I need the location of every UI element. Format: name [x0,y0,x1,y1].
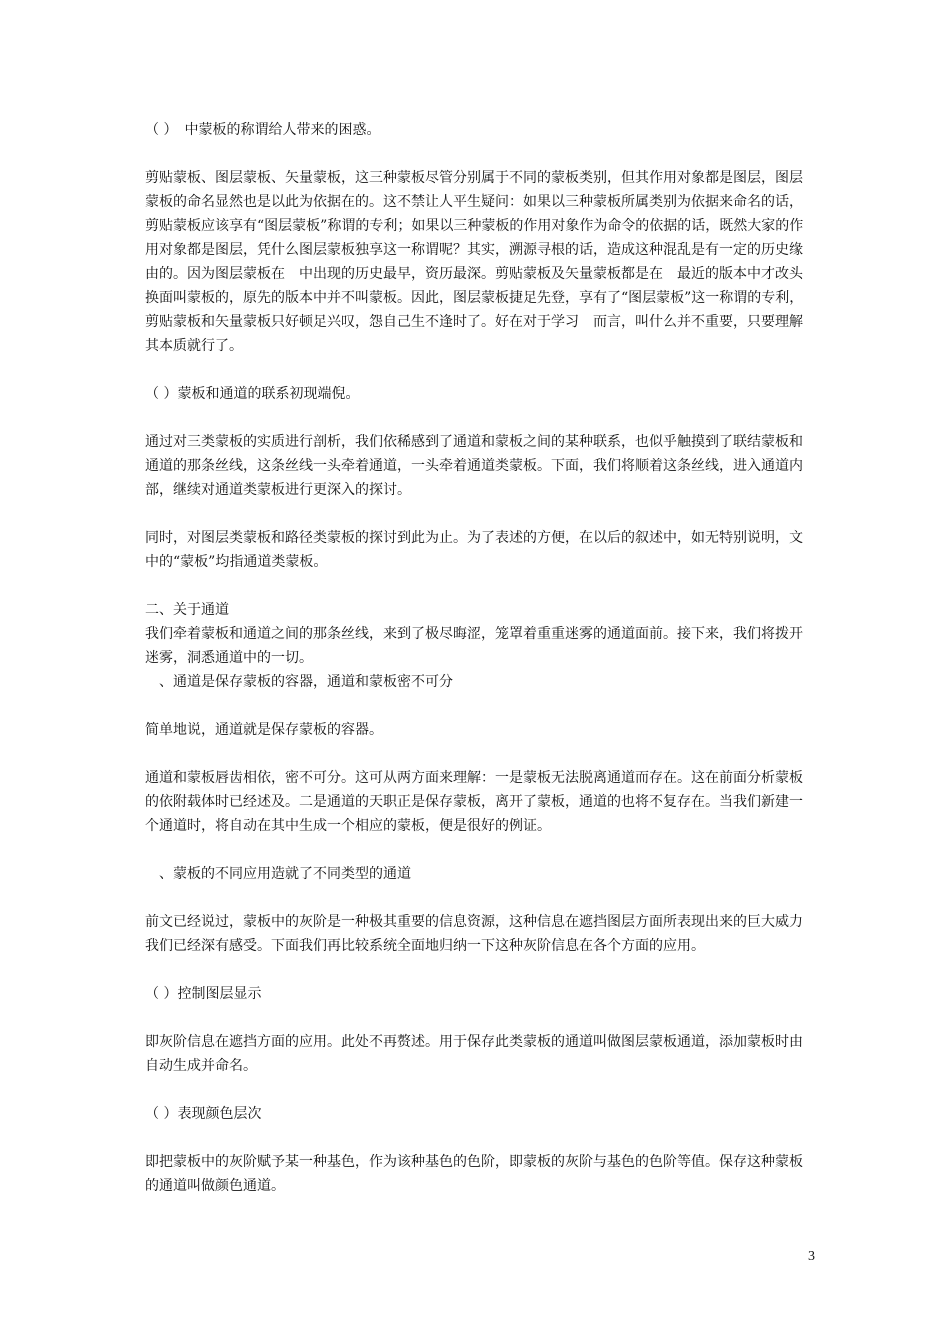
paragraph-spacer [145,142,810,166]
body-paragraph: 通过对三类蒙板的实质进行剖析，我们依稀感到了通道和蒙板之间的某种联系，也似乎触摸到了联结蒙板和通道的那条丝线，这条丝线一头牵着通道，一头牵着通道类蒙板。下面，我们将顺着这条丝线，进入通道内部，继续对通道类蒙板进行更深入的探讨。 [145,434,803,498]
paragraph-spacer [145,1078,810,1102]
paragraph-spacer [145,838,810,862]
section-heading: 、蒙板的不同应用造就了不同类型的通道 [145,866,411,882]
body-paragraph: 我们牵着蒙板和通道之间的那条丝线，来到了极尽晦涩，笼罩着重重迷雾的通道面前。接下来，我们将拨开迷雾，洞悉通道中的一切。 [145,626,803,666]
paragraph-spacer [145,694,810,718]
section-heading: （ ）控制图层显示 [145,986,262,1002]
page-number: 3 [808,1249,815,1264]
body-paragraph: 简单地说，通道就是保存蒙板的容器。 [145,722,383,738]
paragraph-spacer [145,742,810,766]
paragraph-spacer [145,358,810,382]
body-paragraph: 前文已经说过，蒙板中的灰阶是一种极其重要的信息资源，这种信息在遮挡图层方面所表现出来的巨大威力我们已经深有感受。下面我们再比较系统全面地归纳一下这种灰阶信息在各个方面的应用。 [145,914,803,954]
paragraph-spacer [145,886,810,910]
section-heading: （ ）表现颜色层次 [145,1106,262,1122]
section-heading: 、通道是保存蒙板的容器，通道和蒙板密不可分 [145,674,453,690]
body-paragraph: 即灰阶信息在遮挡方面的应用。此处不再赘述。用于保存此类蒙板的通道叫做图层蒙板通道，添加蒙板时由 自动生成并命名。 [145,1034,817,1074]
section-heading: （ ） 中蒙板的称谓给人带来的困惑。 [145,122,381,138]
body-paragraph: 剪贴蒙板、图层蒙板、矢量蒙板，这三种蒙板尽管分别属于不同的蒙板类别，但其作用对象都是图层，图层蒙板的命名显然也是以此为依据在的。这不禁让人平生疑问：如果以三种蒙板所属类别为依据来命名的话，剪贴蒙板应该享有“图层蒙板”称谓的专利；如果以三种蒙板的作用对象作为命令的依据的话，既然大家的作用对象都是图层，凭什么图层蒙板独享这一称谓呢？其实，溯源寻根的话，造成这种混乱是有一定的历史缘由的。因为图层蒙板在 中出现的历史最早，资历最深。剪贴蒙板及矢量蒙板都是在 最近的版本中才改头换面叫蒙板的，原先的版本中并不叫蒙板。因此，图层蒙板捷足先登，享有了“图层蒙板”这一称谓的专利，剪贴蒙板和矢量蒙板只好顿足兴叹，怨自己生不逢时了。好在对于学习 而言，叫什么并不重要，只要理解其本质就行了。 [145,170,804,354]
paragraph-spacer [145,406,810,430]
section-heading: 二、关于通道 [145,602,229,618]
paragraph-spacer [145,1126,810,1150]
body-paragraph: 同时，对图层类蒙板和路径类蒙板的探讨到此为止。为了表述的方便，在以后的叙述中，如无特别说明，文中的“蒙板”均指通道类蒙板。 [145,530,803,570]
paragraph-spacer [145,1006,810,1030]
section-heading: （ ）蒙板和通道的联系初现端倪。 [145,386,360,402]
body-paragraph: 即把蒙板中的灰阶赋予某一种基色，作为该种基色的色阶，即蒙板的灰阶与基色的色阶等值。保存这种蒙板的通道叫做颜色通道。 [145,1154,803,1194]
body-paragraph: 通道和蒙板唇齿相依，密不可分。这可从两方面来理解：一是蒙板无法脱离通道而存在。这在前面分析蒙板的依附载体时已经述及。二是通道的天职正是保存蒙板，离开了蒙板，通道的也将不复存在。当我们新建一个通道时，将自动在其中生成一个相应的蒙板，便是很好的例证。 [145,770,803,834]
paragraph-spacer [145,958,810,982]
document-body [145,118,817,1198]
paragraph-spacer [145,502,810,526]
paragraph-spacer [145,574,810,598]
